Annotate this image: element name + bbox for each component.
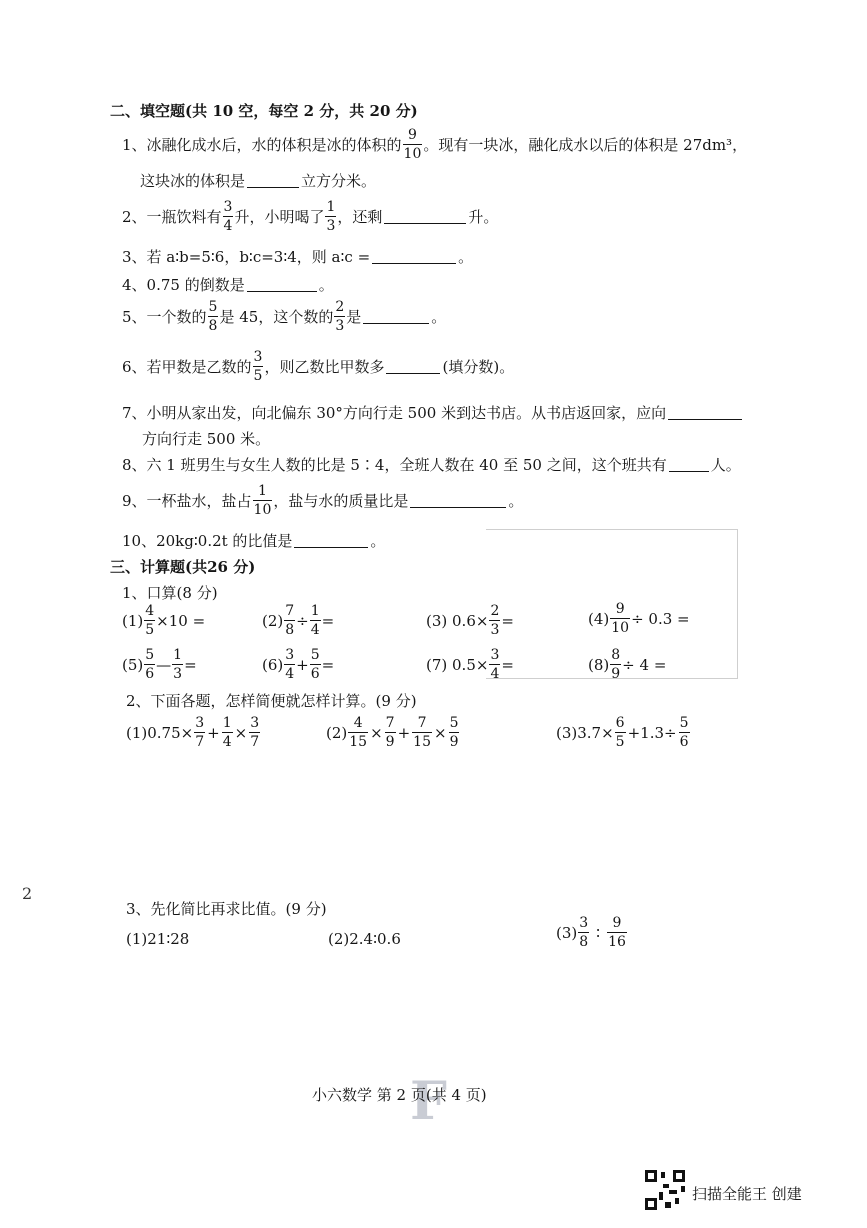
q6-blank[interactable] xyxy=(386,359,440,374)
oral-1: (1) $\frac{4}{5}$ ×10 = xyxy=(122,603,206,638)
ratio-1: (1)21∶28 xyxy=(126,930,190,948)
oral-4: (4) $\frac{9}{10}$ ÷ 0.3 = xyxy=(588,601,690,636)
section2-header: 二、填空题(共 10 空，每空 2 分，共 20 分) xyxy=(110,102,418,120)
q2-fraction-2: 1 3 xyxy=(326,199,336,234)
calc-1: (1)0.75× $\frac{3}{7}$ + $\frac{1}{4}$ × $\frac{3}{7}$ xyxy=(126,715,260,750)
scan-frame-right xyxy=(737,529,738,679)
q7-blank[interactable] xyxy=(668,405,742,420)
oral-7: (7) 0.5× $\frac{3}{4}$ = xyxy=(426,647,514,682)
q1-fraction: 9 10 xyxy=(403,127,422,162)
q10-line: 10、20kg∶0.2t 的比值是 。 xyxy=(122,532,386,550)
q1-line2: 这块冰的体积是 立方分米。 xyxy=(140,172,377,190)
watermark-letter: F xyxy=(410,1071,447,1132)
calc-3: (3)3.7× $\frac{6}{5}$ +1.3÷ $\frac{5}{6}$ xyxy=(556,715,689,750)
q1-text-post: 。现有一块冰，融化成水以后的体积是 27dm³， xyxy=(423,136,748,154)
q7-line2: 方向行走 500 米。 xyxy=(142,430,271,448)
q2-blank[interactable] xyxy=(384,209,466,224)
margin-mark: 2 xyxy=(22,884,33,903)
q3-line: 3、若 a∶b=5∶6，b∶c=3∶4，则 a∶c = 。 xyxy=(122,248,474,266)
q4-line: 4、0.75 的倒数是 。 xyxy=(122,276,334,294)
q1-text: 1、冰融化成水后，水的体积是冰的体积的 xyxy=(122,136,402,154)
oral-8: (8) $\frac{8}{9}$ ÷ 4 = xyxy=(588,647,667,682)
qr-code-icon xyxy=(645,1170,685,1210)
q1-line1 xyxy=(122,128,747,161)
q9-fraction: 1 10 xyxy=(253,483,272,518)
q6-line: 6、若甲数是乙数的 3 5 ，则乙数比甲数多 (填分数)。 xyxy=(122,349,515,384)
q1-blank[interactable] xyxy=(247,173,299,188)
q4-blank[interactable] xyxy=(247,277,317,292)
q5-line: 5、一个数的 5 8 是 45，这个数的 2 3 是 。 xyxy=(122,299,447,334)
oral-2: (2) $\frac{7}{8}$ ÷ $\frac{1}{4}$ = xyxy=(262,603,335,638)
q5-blank[interactable] xyxy=(363,309,429,324)
oral-5: (5) 5 6 — $\frac{1}{3}$ = xyxy=(122,647,197,682)
calc-2: (2) $\frac{4}{15}$ × $\frac{7}{9}$ + $\frac{7}{15}$ × $\frac{5}{9}$ xyxy=(326,715,459,750)
q9-line: 9、一杯盐水，盐占 1 10 ，盐与水的质量比是 。 xyxy=(122,483,524,518)
q7-line1: 7、小明从家出发，向北偏东 30°方向行走 500 米到达书店。从书店返回家，应向 xyxy=(122,402,744,423)
q10-blank[interactable] xyxy=(294,533,368,548)
ratio-2: (2)2.4∶0.6 xyxy=(328,930,401,948)
q5-fraction-1: 5 8 xyxy=(208,299,218,334)
oral-6: (6) 3 4 + $\frac{5}{6}$ = xyxy=(262,647,335,682)
section3-header: 三、计算题(共26 分) xyxy=(110,558,256,576)
oral-calc-header: 1、口算(8 分) xyxy=(122,584,218,602)
scanner-label: 扫描全能王 创建 xyxy=(692,1185,802,1203)
q9-blank[interactable] xyxy=(410,493,506,508)
q2-line: 2、一瓶饮料有 3 4 升，小明喝了 1 3 ，还剩 升。 xyxy=(122,199,499,234)
q8-blank[interactable] xyxy=(669,457,709,472)
scan-frame-top xyxy=(486,529,738,530)
simplify-calc-header: 2、下面各题，怎样简便就怎样计算。(9 分) xyxy=(126,692,417,710)
q5-fraction-2: 2 3 xyxy=(335,299,345,334)
ratio-header: 3、先化简比再求比值。(9 分) xyxy=(126,900,327,918)
ratio-3: (3) 3 8 ∶ 9 16 xyxy=(556,915,626,950)
q6-fraction: 3 5 xyxy=(253,349,263,384)
page-footer: 小六数学 第 2 页(共 4 页) xyxy=(312,1086,487,1104)
oral-3: (3) 0.6× $\frac{2}{3}$ = xyxy=(426,603,514,638)
q2-fraction-1: 3 4 xyxy=(223,199,233,234)
q8-line: 8、六 1 班男生与女生人数的比是 5∶4，全班人数在 40 至 50 之间，这个班共有 人。 xyxy=(122,456,741,474)
q3-blank[interactable] xyxy=(372,249,456,264)
